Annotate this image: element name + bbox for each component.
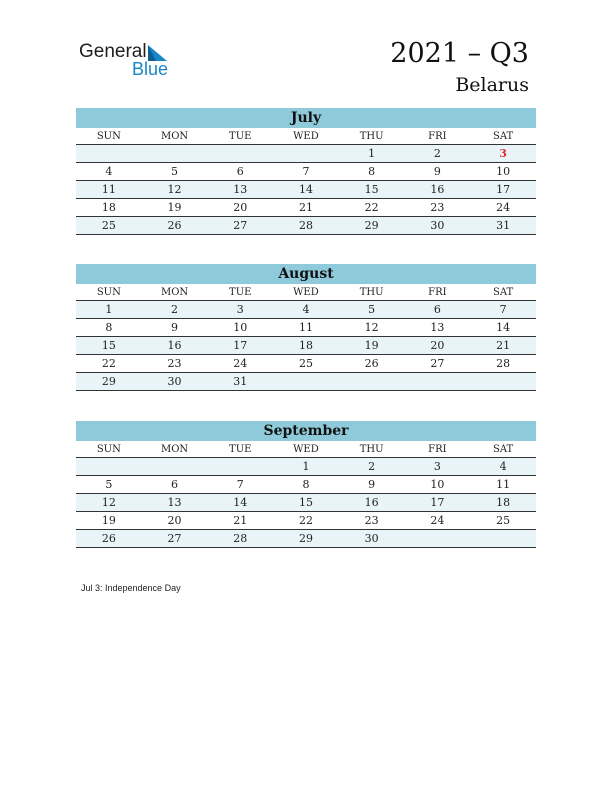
day-cell: 27: [142, 530, 208, 548]
weekday-label: THU: [339, 284, 405, 301]
day-cell: 2: [339, 458, 405, 476]
day-cell: 7: [470, 301, 536, 319]
day-cell: 22: [339, 199, 405, 217]
month-table: [76, 284, 536, 391]
day-cell: 13: [142, 494, 208, 512]
weekday-row: [76, 128, 536, 145]
week-row: [76, 530, 536, 548]
day-cell: 29: [273, 530, 339, 548]
day-cell: 26: [76, 530, 142, 548]
month-calendar-september: [76, 421, 536, 548]
weekday-label: THU: [339, 128, 405, 145]
day-cell: 31: [207, 373, 273, 391]
week-row: [76, 301, 536, 319]
day-cell: 13: [207, 181, 273, 199]
day-cell: 14: [273, 181, 339, 199]
day-cell: 13: [405, 319, 471, 337]
day-cell: 30: [142, 373, 208, 391]
day-cell: 6: [405, 301, 471, 319]
day-cell: 15: [76, 337, 142, 355]
empty-day-cell: [142, 458, 208, 476]
day-cell: 16: [405, 181, 471, 199]
week-row: [76, 181, 536, 199]
month-header: September: [76, 421, 536, 441]
weekday-label: SAT: [470, 441, 536, 458]
empty-day-cell: [405, 373, 471, 391]
day-cell: 7: [207, 476, 273, 494]
empty-day-cell: [273, 145, 339, 163]
weekday-row: [76, 441, 536, 458]
day-cell: 24: [405, 512, 471, 530]
day-cell: 22: [76, 355, 142, 373]
day-cell: 16: [339, 494, 405, 512]
weekday-label: SAT: [470, 284, 536, 301]
day-cell: 30: [405, 217, 471, 235]
day-cell: 24: [207, 355, 273, 373]
day-cell: 20: [142, 512, 208, 530]
day-cell: 24: [470, 199, 536, 217]
day-cell: 23: [405, 199, 471, 217]
day-cell: 25: [470, 512, 536, 530]
week-row: [76, 217, 536, 235]
day-cell: 27: [405, 355, 471, 373]
day-cell: 4: [76, 163, 142, 181]
day-cell: 15: [273, 494, 339, 512]
day-cell: 22: [273, 512, 339, 530]
day-cell: 11: [273, 319, 339, 337]
weekday-label: SAT: [470, 128, 536, 145]
month-table: [76, 441, 536, 548]
day-cell: 5: [76, 476, 142, 494]
day-cell: 11: [76, 181, 142, 199]
day-cell: 21: [470, 337, 536, 355]
day-cell: 19: [76, 512, 142, 530]
day-cell: 12: [339, 319, 405, 337]
empty-day-cell: [76, 145, 142, 163]
country-name: Belarus: [455, 74, 529, 96]
day-cell: 9: [339, 476, 405, 494]
day-cell: 4: [470, 458, 536, 476]
empty-day-cell: [207, 458, 273, 476]
logo-blue-text: Blue: [132, 59, 169, 79]
day-cell: 20: [405, 337, 471, 355]
day-cell: 9: [405, 163, 471, 181]
day-cell: 27: [207, 217, 273, 235]
day-cell: 18: [76, 199, 142, 217]
day-cell: 28: [207, 530, 273, 548]
weekday-label: WED: [273, 128, 339, 145]
week-row: [76, 512, 536, 530]
empty-day-cell: [142, 145, 208, 163]
empty-day-cell: [273, 373, 339, 391]
day-cell: 5: [339, 301, 405, 319]
day-cell: 10: [405, 476, 471, 494]
day-cell: 2: [142, 301, 208, 319]
day-cell: 25: [76, 217, 142, 235]
weekday-row: [76, 284, 536, 301]
week-row: [76, 476, 536, 494]
day-cell: 10: [470, 163, 536, 181]
empty-day-cell: [207, 145, 273, 163]
week-row: [76, 355, 536, 373]
page-title: 2021 – Q3: [390, 38, 529, 69]
day-cell: 8: [273, 476, 339, 494]
week-row: [76, 337, 536, 355]
day-cell: 28: [470, 355, 536, 373]
weekday-label: FRI: [405, 284, 471, 301]
day-cell: 3: [405, 458, 471, 476]
day-cell: 17: [207, 337, 273, 355]
empty-day-cell: [470, 530, 536, 548]
day-cell: 29: [76, 373, 142, 391]
day-cell: 31: [470, 217, 536, 235]
day-cell: 3: [207, 301, 273, 319]
day-cell: 17: [470, 181, 536, 199]
month-header: August: [76, 264, 536, 284]
day-cell: 1: [273, 458, 339, 476]
day-cell: 30: [339, 530, 405, 548]
day-cell: 23: [339, 512, 405, 530]
weekday-label: TUE: [207, 128, 273, 145]
day-cell: 6: [142, 476, 208, 494]
week-row: [76, 458, 536, 476]
week-row: [76, 199, 536, 217]
day-cell: 11: [470, 476, 536, 494]
day-cell: 8: [339, 163, 405, 181]
month-table: [76, 128, 536, 235]
weekday-label: MON: [142, 441, 208, 458]
weekday-label: WED: [273, 441, 339, 458]
day-cell: 2: [405, 145, 471, 163]
month-calendar-july: [76, 108, 536, 235]
day-cell: 1: [339, 145, 405, 163]
day-cell: 4: [273, 301, 339, 319]
day-cell: 1: [76, 301, 142, 319]
day-cell: 26: [339, 355, 405, 373]
month-calendar-august: [76, 264, 536, 391]
week-row: [76, 163, 536, 181]
weekday-label: SUN: [76, 128, 142, 145]
weekday-label: FRI: [405, 128, 471, 145]
day-cell: 14: [207, 494, 273, 512]
day-cell: 3: [470, 145, 536, 163]
weekday-label: SUN: [76, 284, 142, 301]
day-cell: 16: [142, 337, 208, 355]
day-cell: 21: [207, 512, 273, 530]
day-cell: 5: [142, 163, 208, 181]
day-cell: 6: [207, 163, 273, 181]
weekday-label: TUE: [207, 441, 273, 458]
weekday-label: THU: [339, 441, 405, 458]
day-cell: 18: [273, 337, 339, 355]
day-cell: 8: [76, 319, 142, 337]
day-cell: 19: [339, 337, 405, 355]
day-cell: 14: [470, 319, 536, 337]
week-row: [76, 373, 536, 391]
day-cell: 25: [273, 355, 339, 373]
empty-day-cell: [339, 373, 405, 391]
week-row: [76, 494, 536, 512]
day-cell: 17: [405, 494, 471, 512]
day-cell: 7: [273, 163, 339, 181]
logo-general-text: General: [79, 41, 147, 62]
day-cell: 9: [142, 319, 208, 337]
weekday-label: MON: [142, 284, 208, 301]
holiday-note: Jul 3: Independence Day: [81, 583, 181, 593]
empty-day-cell: [76, 458, 142, 476]
day-cell: 26: [142, 217, 208, 235]
day-cell: 29: [339, 217, 405, 235]
weekday-label: FRI: [405, 441, 471, 458]
day-cell: 20: [207, 199, 273, 217]
weekday-label: WED: [273, 284, 339, 301]
weekday-label: MON: [142, 128, 208, 145]
day-cell: 28: [273, 217, 339, 235]
day-cell: 19: [142, 199, 208, 217]
day-cell: 12: [76, 494, 142, 512]
month-header: July: [76, 108, 536, 128]
empty-day-cell: [470, 373, 536, 391]
weekday-label: SUN: [76, 441, 142, 458]
week-row: [76, 319, 536, 337]
day-cell: 15: [339, 181, 405, 199]
day-cell: 12: [142, 181, 208, 199]
day-cell: 10: [207, 319, 273, 337]
day-cell: 21: [273, 199, 339, 217]
empty-day-cell: [405, 530, 471, 548]
weekday-label: TUE: [207, 284, 273, 301]
week-row: [76, 145, 536, 163]
day-cell: 18: [470, 494, 536, 512]
day-cell: 23: [142, 355, 208, 373]
